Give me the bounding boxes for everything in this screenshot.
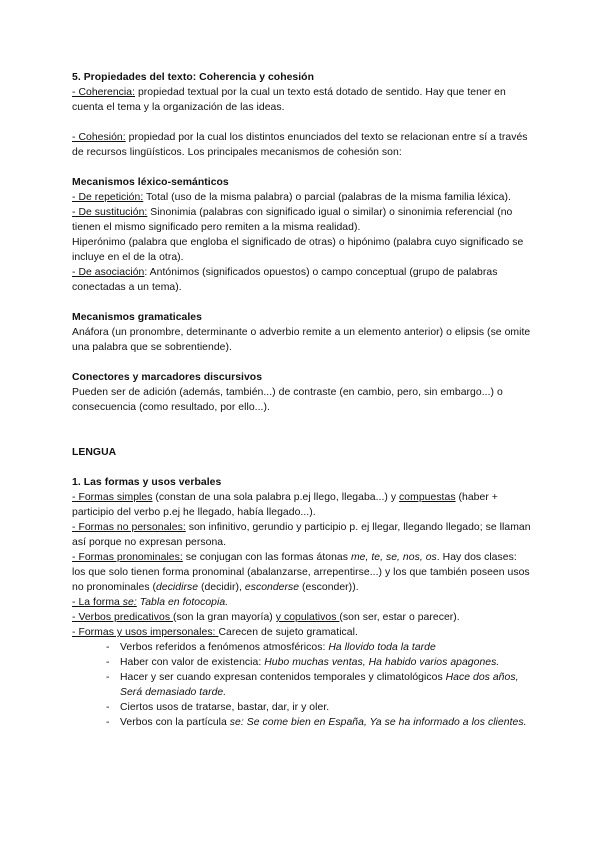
no-personales-label: - Formas no personales: <box>72 522 186 533</box>
document-page <box>72 70 532 730</box>
cohesion-text: propiedad por la cual los distintos enunciados del texto se relacionan entre sí a través de recursos lingüísticos. Los principales mecanismos de cohesión son: <box>72 132 528 158</box>
pronominales-example-1: decidirse <box>156 582 199 593</box>
no-personales-text: son infinitivo, gerundio y participio p. ej llegar, llegando llegado; se llaman así porque no expresan persona. <box>72 522 531 548</box>
asociacion-label: - De asociación <box>72 267 145 278</box>
conectores-title: Conectores y marcadores discursivos <box>72 372 263 383</box>
list-item-text: Ciertos usos de tratarse, bastar, dar, ir y oler. <box>120 702 330 713</box>
pronominales-text-3: (decidir), <box>198 582 245 593</box>
forma-se-paragraph <box>72 595 532 610</box>
forma-se-word: se: <box>122 597 137 608</box>
copulativos-label: y copulativos <box>275 612 340 623</box>
compuestas-label: compuestas <box>399 492 456 503</box>
simples-label: - Formas simples <box>72 492 153 503</box>
conectores-text: Pueden ser de adición (además, también...) de contraste (en cambio, pero, sin embargo...) o consecuencia (como resultado, por ello...). <box>72 387 503 413</box>
impersonales-text: Carecen de sujeto gramatical. <box>218 627 358 638</box>
predicativos-label: - Verbos predicativos <box>72 612 174 623</box>
predicativos-text: (son la gran mayoría) <box>173 612 276 623</box>
no-personales-paragraph <box>72 520 532 550</box>
hiperonimo-paragraph: Hiperónimo (palabra que engloba el significado de otras) o hipónimo (palabra cuyo significado se incluye en el de la otra). <box>72 237 524 263</box>
list-item-text: Verbos con la partícula <box>120 717 230 728</box>
coherencia-text: propiedad textual por la cual un texto está dotado de sentido. Hay que tener en cuenta el tema y la organización de las ideas. <box>72 87 506 113</box>
pronominales-example-2: esconderse <box>244 582 300 593</box>
list-item-example: Hubo muchas ventas, Ha habido varios apagones. <box>264 657 500 668</box>
impersonales-label: - Formas y usos impersonales: <box>72 627 219 638</box>
list-item <box>106 640 532 655</box>
list-item-text: Haber con valor de existencia: <box>120 657 265 668</box>
cohesion-paragraph <box>72 130 532 160</box>
list-item-example: Hace dos años, Será demasiado tarde. <box>120 672 519 698</box>
asociacion-text: : Antónimos (significados opuestos) o campo conceptual (grupo de palabras conectadas a un tema). <box>72 267 498 293</box>
pronominales-text-1: se conjugan con las formas átonas <box>182 552 351 563</box>
impersonales-paragraph <box>72 625 532 640</box>
list-item-example: se: Se come bien en España, Ya se ha informado a los clientes. <box>229 717 527 728</box>
gramaticales-text: Anáfora (un pronombre, determinante o adverbio remite a un elemento anterior) o elipsis (se omite una palabra que se sobrentiende). <box>72 327 531 353</box>
section-1-title: 1. Las formas y usos verbales <box>72 477 222 488</box>
repeticion-label: - De repetición: <box>72 192 144 203</box>
cohesion-label: - Cohesión: <box>72 132 126 143</box>
coherencia-paragraph <box>72 85 532 115</box>
list-item <box>106 670 532 700</box>
forma-se-label <box>72 597 137 608</box>
predicativos-paragraph <box>72 610 532 625</box>
pronominales-paragraph <box>72 550 532 595</box>
lengua-title: LENGUA <box>72 447 117 458</box>
forma-se-label-text: - La forma <box>72 597 123 608</box>
pronominales-text-2: . Hay dos clases: los que solo tienen forma pronominal (abalanzarse, arrepentirse...) y los que también poseen usos no pronominales ( <box>72 552 530 593</box>
pronominales-atonas: me, te, se, nos, os <box>350 552 437 563</box>
simples-text: (constan de una sola palabra p.ej llego, llegaba...) y <box>152 492 400 503</box>
list-item-text: Verbos referidos a fenómenos atmosféricos: <box>120 642 329 653</box>
copulativos-text: (son ser, estar o parecer). <box>339 612 460 623</box>
list-item <box>106 700 532 715</box>
sustitucion-paragraph <box>72 205 532 235</box>
asociacion-paragraph <box>72 265 532 295</box>
list-item-text: Hacer y ser cuando expresan contenidos temporales y climatológicos <box>120 672 446 683</box>
pronominales-text-4: (esconder)). <box>299 582 359 593</box>
repeticion-text: Total (uso de la misma palabra) o parcial (palabras de la misma familia léxica). <box>143 192 511 203</box>
sustitucion-label: - De sustitución: <box>72 207 148 218</box>
simples-paragraph <box>72 490 532 520</box>
pronominales-label: - Formas pronominales: <box>72 552 183 563</box>
lexico-title: Mecanismos léxico-semánticos <box>72 177 229 188</box>
compuestas-text: (haber + participio del verbo p.ej he llegado, había llegado...). <box>72 492 498 518</box>
list-item <box>106 715 532 730</box>
forma-se-text: Tabla en fotocopia. <box>136 597 229 608</box>
list-item <box>106 655 532 670</box>
impersonales-list <box>72 640 532 730</box>
sustitucion-text: Sinonimia (palabras con significado igual o similar) o sinonimia referencial (no tienen el mismo significado pero remiten a la misma realidad). <box>72 207 513 233</box>
repeticion-paragraph <box>72 190 532 205</box>
coherencia-label: - Coherencia: <box>72 87 136 98</box>
section-5-title: 5. Propiedades del texto: Coherencia y cohesión <box>72 72 314 83</box>
gramaticales-title: Mecanismos gramaticales <box>72 312 202 323</box>
list-item-example: Ha llovido toda la tarde <box>328 642 436 653</box>
